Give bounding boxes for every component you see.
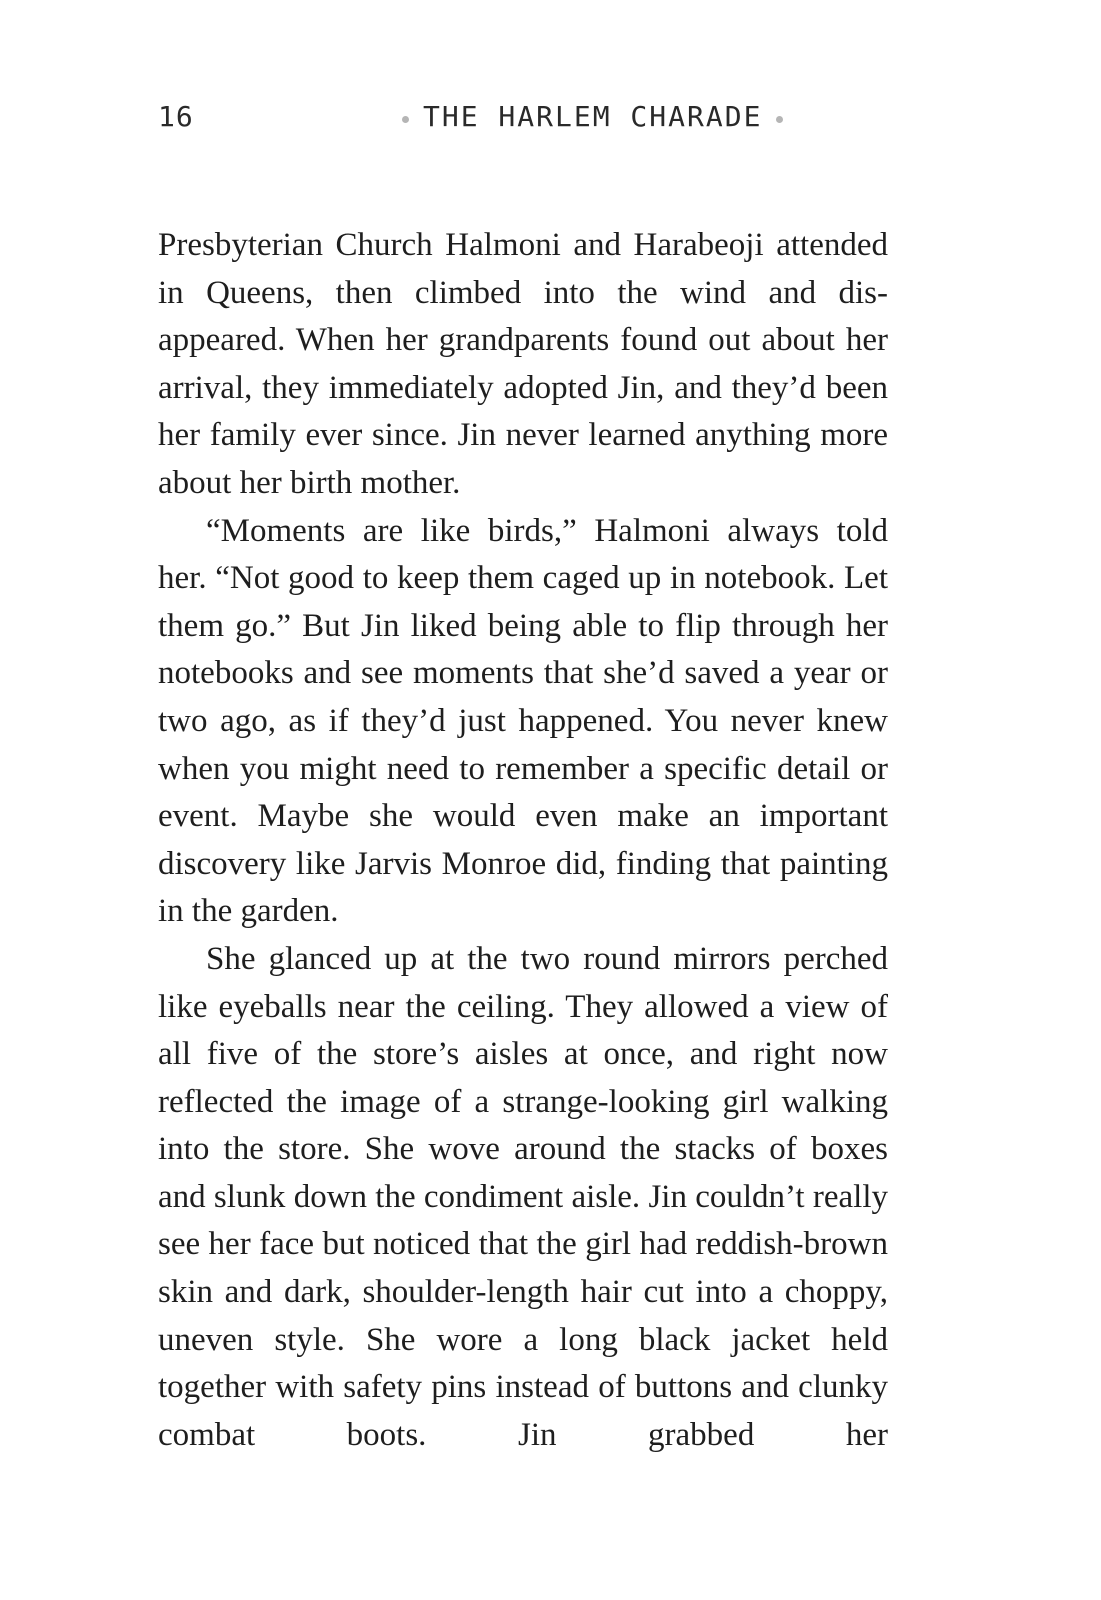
book-title: THE HARLEM CHARADE xyxy=(423,100,763,133)
paragraph-3: She glanced up at the two round mirrors perched like eyeballs near the ceiling. They allowed a view of all five of the store’s aisles at once, and right now reflected the image of a strange-looking girl walking into the store. She wove around the stacks of boxes and slunk down the condiment aisle. Jin couldn’t really see her face but noticed that the girl had reddish-brown skin and dark, shoulder-length hair cut into a choppy, uneven style. She wore a long black jacket held together with safety pins instead of buttons and clunky combat boots. Jin grabbed her xyxy=(158,940,888,1453)
paragraph-2: “Moments are like birds,” Halmoni always told her. “Not good to keep them caged up in notebook. Let them go.” But Jin liked being able to flip through her notebooks and see moments that she’d saved a year or two ago, as if they’d just happened. You never knew when you might need to remember a specific detail or event. Maybe she would even make an important discovery like Jarvis Monroe did, finding that painting in the garden. xyxy=(158,512,888,930)
page-number: 16 xyxy=(158,100,194,133)
body-text xyxy=(158,222,888,1459)
paragraph-1: Presbyterian Church Halmoni and Harabeoji attended in Queens, then climbed into the wind and dis-appeared. When her grandparents found out about her arrival, they immediately adopted Jin, and they’d been her family ever since. Jin never learned anything more about her birth mother. xyxy=(158,227,888,501)
ornament-dot-right xyxy=(776,116,783,123)
running-head xyxy=(158,100,888,144)
book-title-header xyxy=(388,100,763,133)
ornament-dot-left xyxy=(402,116,409,123)
